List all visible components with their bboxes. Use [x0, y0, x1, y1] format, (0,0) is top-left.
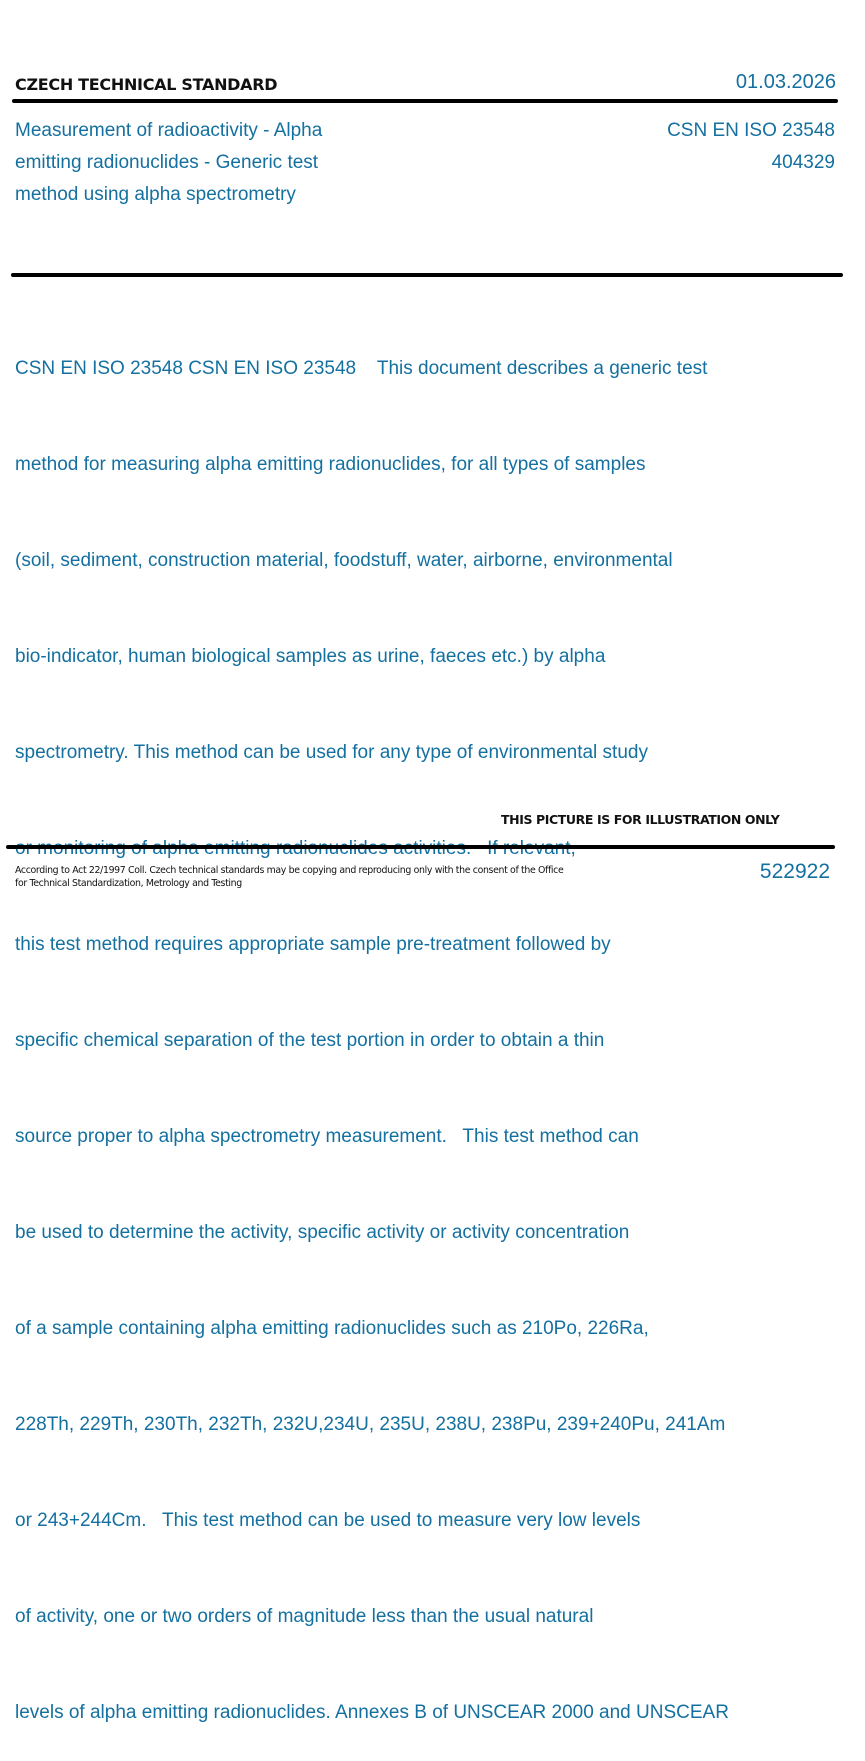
abstract-line: specific chemical separation of the test portion in order to obtain a thin — [15, 1030, 605, 1051]
abstract-line: this test method requires appropriate sample pre-treatment followed by — [15, 934, 611, 955]
illustration-notice: THIS PICTURE IS FOR ILLUSTRATION ONLY — [501, 812, 780, 827]
standard-title — [15, 115, 415, 211]
document-type-label: CZECH TECHNICAL STANDARD — [15, 75, 278, 94]
abstract-line: source proper to alpha spectrometry measurement. This test method can — [15, 1126, 639, 1147]
abstract-line: spectrometry. This method can be used for any type of environmental study — [15, 742, 648, 763]
abstract-line: 228Th, 229Th, 230Th, 232Th, 232U,234U, 235U, 238U, 238Pu, 239+240Pu, 241Am — [15, 1414, 726, 1435]
legal-notice — [15, 864, 595, 890]
abstract-line: of activity, one or two orders of magnitude less than the usual natural — [15, 1606, 594, 1627]
abstract-line: (soil, sediment, construction material, foodstuff, water, airborne, environmental — [15, 550, 673, 571]
effective-date: 01.03.2026 — [735, 71, 836, 93]
abstract-line: CSN EN ISO 23548 CSN EN ISO 23548 This document describes a generic test — [15, 358, 708, 379]
legal-line: According to Act 22/1997 Coll. Czech technical standards may be copying and reproducing only with the consent of the Office — [15, 865, 564, 876]
abstract-line: bio-indicator, human biological samples as urine, faeces etc.) by alpha — [15, 646, 606, 667]
catalog-number: 404329 — [771, 152, 835, 173]
title-line: emitting radionuclides - Generic test — [15, 152, 319, 173]
abstract-line: method for measuring alpha emitting radionuclides, for all types of samples — [15, 454, 646, 475]
abstract-line: be used to determine the activity, specific activity or activity concentration — [15, 1222, 630, 1243]
abstract-line: of a sample containing alpha emitting radionuclides such as 210Po, 226Ra, — [15, 1318, 649, 1339]
abstract-line: or 243+244Cm. This test method can be used to measure very low levels — [15, 1510, 641, 1531]
abstract-line: levels of alpha emitting radionuclides. Annexes B of UNSCEAR 2000 and UNSCEAR — [15, 1702, 729, 1723]
footer-divider — [6, 845, 835, 849]
standard-identifiers — [667, 115, 835, 179]
section-divider — [11, 273, 843, 277]
title-line: method using alpha spectrometry — [15, 184, 296, 205]
footer-number: 522922 — [759, 860, 830, 883]
header-divider — [12, 99, 838, 103]
abstract-text — [15, 289, 729, 1761]
standard-designation: CSN EN ISO 23548 — [667, 120, 835, 141]
legal-line: for Technical Standardization, Metrology and Testing — [15, 878, 242, 889]
title-line: Measurement of radioactivity - Alpha — [15, 120, 323, 141]
abstract-line — [15, 833, 729, 865]
